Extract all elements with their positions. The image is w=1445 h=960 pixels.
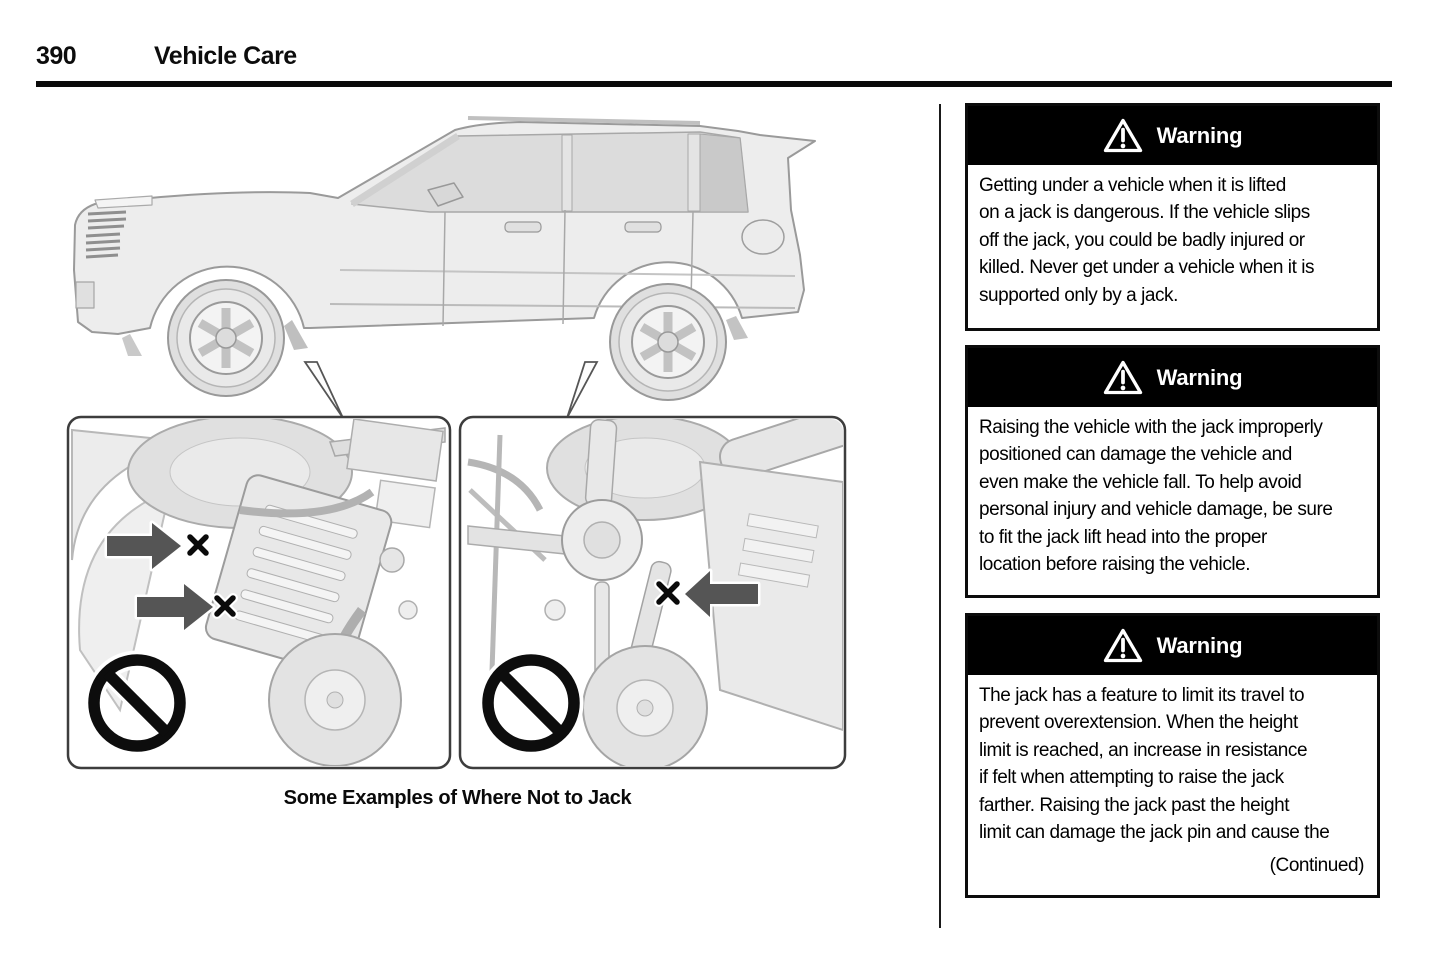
- warning-text-line: personal injury and vehicle damage, be sure: [979, 499, 1333, 521]
- quarter-window: [700, 134, 748, 212]
- warning-text-line: limit is reached, an increase in resistance: [979, 739, 1308, 761]
- warning-text-line: Raising the vehicle with the jack improperly: [979, 417, 1323, 438]
- warning-triangle-icon: [1103, 628, 1143, 663]
- x-mark-icon: [659, 584, 677, 602]
- warning-body: [968, 675, 1377, 886]
- suv-side-view: [74, 118, 815, 400]
- leader-line-rear: [567, 362, 597, 418]
- warning-text-line: off the jack, you could be badly injured or: [979, 229, 1305, 251]
- warning-triangle-icon: [1103, 118, 1143, 153]
- rear-mudflap: [726, 316, 748, 340]
- header-rule: [36, 81, 1392, 87]
- warning-triangle-icon: [1103, 360, 1143, 395]
- warning-text-line: even make the vehicle fall. To help avoid: [979, 471, 1302, 493]
- warning-text-line: location before raising the vehicle.: [979, 554, 1251, 576]
- continued-label: (Continued): [1269, 855, 1364, 877]
- leader-line-front: [305, 362, 343, 418]
- warning-body: [968, 165, 1377, 315]
- warning-text-line: on a jack is dangerous. If the vehicle slips: [979, 202, 1310, 224]
- fuel-door: [742, 220, 784, 254]
- warning-text-line: prevent overextension. When the height: [979, 712, 1298, 734]
- warning-text-line: supported only by a jack.: [979, 284, 1178, 306]
- front-door-handle: [505, 222, 541, 232]
- warning-body: [968, 407, 1377, 584]
- front-wheel: [168, 280, 284, 396]
- warning-text-line: positioned can damage the vehicle and: [979, 444, 1292, 466]
- warning-text-line: The jack has a feature to limit its travel to: [979, 685, 1305, 706]
- c-pillar: [688, 134, 700, 211]
- front-air-deflector: [122, 334, 142, 356]
- warning-text-line: limit can damage the jack pin and cause the: [979, 822, 1330, 844]
- rear-wheel: [610, 284, 726, 400]
- column-divider: [939, 104, 941, 928]
- warning-header: [968, 348, 1377, 407]
- warning-header: [968, 616, 1377, 675]
- warning-title: Warning: [1156, 632, 1243, 658]
- warning-box-jack-travel-limit: [965, 613, 1380, 898]
- warning-box-jack-danger: [965, 103, 1380, 331]
- section-title: Vehicle Care: [154, 42, 297, 70]
- warning-box-jack-position: [965, 345, 1380, 598]
- warning-text-line: if felt when attempting to raise the jack: [979, 767, 1284, 789]
- detail-panel-front-underbody: [68, 416, 450, 768]
- warning-text-line: farther. Raising the jack past the height: [979, 794, 1290, 816]
- warning-text-line: to fit the jack lift head into the proper: [979, 526, 1267, 548]
- warning-header: [968, 106, 1377, 165]
- warning-title: Warning: [1156, 364, 1243, 390]
- rear-door-handle: [625, 222, 661, 232]
- warning-text-line: killed. Never get under a vehicle when it is: [979, 257, 1315, 279]
- detail-panel-rear-underbody: [460, 399, 870, 770]
- b-pillar: [562, 135, 572, 211]
- warning-title: Warning: [1156, 122, 1243, 148]
- figure-caption: Some Examples of Where Not to Jack: [283, 787, 632, 809]
- page-number: 390: [36, 42, 77, 70]
- vehicle-figure: [0, 90, 935, 790]
- front-bumper-bracket: [76, 282, 94, 308]
- warning-text-line: Getting under a vehicle when it is lifted: [979, 175, 1286, 196]
